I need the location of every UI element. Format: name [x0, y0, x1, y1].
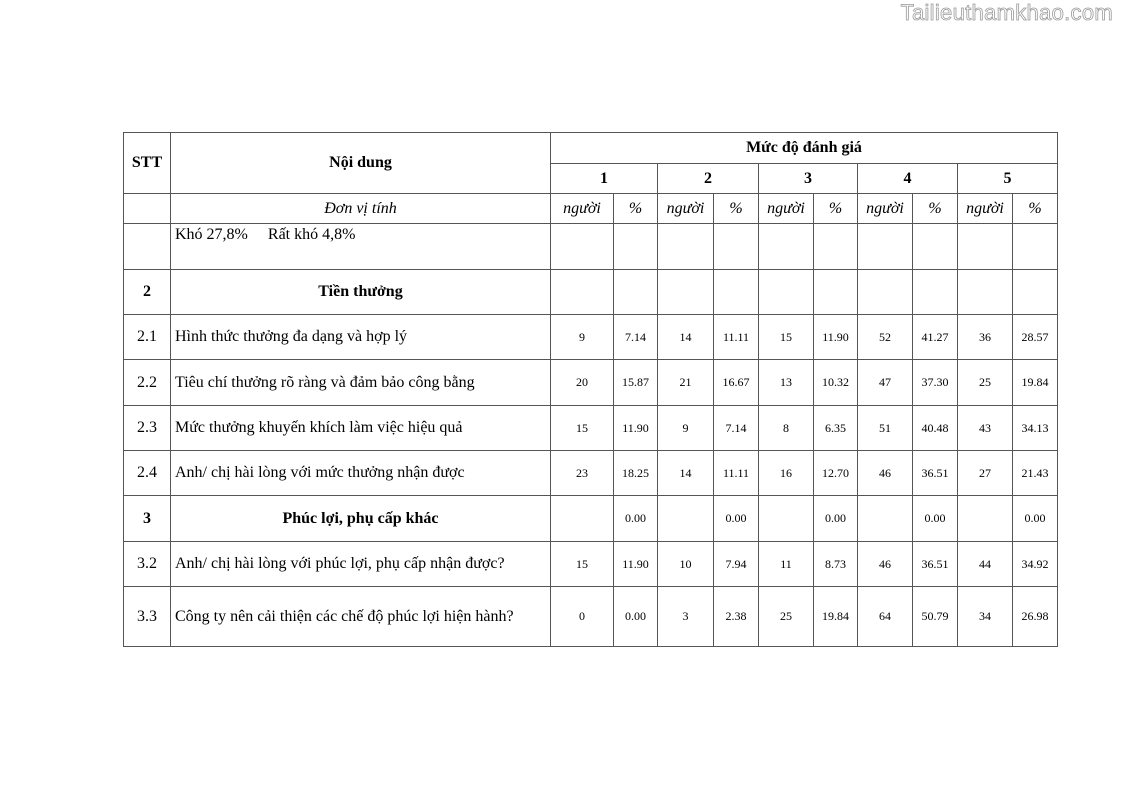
- value-cell: 9: [551, 315, 614, 360]
- table-row: [124, 360, 1058, 406]
- unit-row: [124, 194, 1058, 224]
- row-content: Anh/ chị hài lòng với phúc lợi, phụ cấp nhận được?: [171, 542, 551, 587]
- row-stt: 2.2: [124, 360, 171, 406]
- value-cell: 23: [551, 451, 614, 496]
- unit-percent: %: [1013, 194, 1058, 224]
- value-cell: 21: [658, 360, 714, 406]
- row-content: Hình thức thưởng đa dạng và hợp lý: [171, 315, 551, 360]
- value-cell: 0.00: [1013, 496, 1058, 542]
- continued-row: [124, 224, 1058, 270]
- value-cell: 26.98: [1013, 587, 1058, 647]
- value-cell: 15: [551, 542, 614, 587]
- table-cell: [658, 224, 714, 270]
- value-cell: 25: [958, 360, 1013, 406]
- value-cell: 14: [658, 315, 714, 360]
- continued-stt: [124, 224, 171, 270]
- row-stt: 3.3: [124, 587, 171, 647]
- value-cell: 44: [958, 542, 1013, 587]
- value-cell: 19.84: [1013, 360, 1058, 406]
- value-cell: 7.14: [714, 406, 759, 451]
- row-stt: 2.1: [124, 315, 171, 360]
- level-1-header: 1: [551, 164, 658, 194]
- value-cell: 46: [858, 542, 913, 587]
- header-stt: STT: [124, 133, 171, 194]
- section-stt: 2: [124, 270, 171, 315]
- header-muc-do: Mức độ đánh giá: [551, 133, 1058, 164]
- table-cell: [958, 270, 1013, 315]
- unit-percent: %: [614, 194, 658, 224]
- value-cell: 7.94: [714, 542, 759, 587]
- value-cell: 3: [658, 587, 714, 647]
- value-cell: 34.92: [1013, 542, 1058, 587]
- value-cell: 14: [658, 451, 714, 496]
- table-cell: [614, 270, 658, 315]
- value-cell: 11.90: [814, 315, 858, 360]
- value-cell: [658, 496, 714, 542]
- value-cell: 0.00: [814, 496, 858, 542]
- header-row-1: [124, 133, 1058, 164]
- table-cell: [913, 224, 958, 270]
- value-cell: 34: [958, 587, 1013, 647]
- unit-stt-blank: [124, 194, 171, 224]
- value-cell: 11.90: [614, 406, 658, 451]
- value-cell: 52: [858, 315, 913, 360]
- row-stt: 2.4: [124, 451, 171, 496]
- value-cell: 64: [858, 587, 913, 647]
- value-cell: 15.87: [614, 360, 658, 406]
- value-cell: 21.43: [1013, 451, 1058, 496]
- level-3-header: 3: [759, 164, 858, 194]
- value-cell: 51: [858, 406, 913, 451]
- value-cell: 47: [858, 360, 913, 406]
- section-row-2: [124, 270, 1058, 315]
- level-2-header: 2: [658, 164, 759, 194]
- row-content: Anh/ chị hài lòng với mức thưởng nhận được: [171, 451, 551, 496]
- table-cell: [858, 224, 913, 270]
- value-cell: 0.00: [714, 496, 759, 542]
- value-cell: 20: [551, 360, 614, 406]
- table-cell: [814, 270, 858, 315]
- continued-text-1: Khó 27,8%: [175, 226, 248, 243]
- section-stt: 3: [124, 496, 171, 542]
- value-cell: 43: [958, 406, 1013, 451]
- table-cell: [714, 270, 759, 315]
- table-row: [124, 542, 1058, 587]
- table-cell: [913, 270, 958, 315]
- unit-percent: %: [714, 194, 759, 224]
- survey-table: [123, 132, 1058, 647]
- row-stt: 2.3: [124, 406, 171, 451]
- table-cell: [958, 224, 1013, 270]
- value-cell: 11.11: [714, 451, 759, 496]
- table-cell: [1013, 224, 1058, 270]
- table-row: [124, 451, 1058, 496]
- table-cell: [551, 224, 614, 270]
- value-cell: 6.35: [814, 406, 858, 451]
- table-cell: [714, 224, 759, 270]
- value-cell: 16.67: [714, 360, 759, 406]
- value-cell: 7.14: [614, 315, 658, 360]
- unit-label: Đơn vị tính: [171, 194, 551, 224]
- value-cell: 12.70: [814, 451, 858, 496]
- value-cell: 0.00: [614, 496, 658, 542]
- value-cell: 27: [958, 451, 1013, 496]
- header-noi-dung: Nội dung: [171, 133, 551, 194]
- value-cell: 36: [958, 315, 1013, 360]
- unit-person: người: [759, 194, 814, 224]
- table-cell: [814, 224, 858, 270]
- value-cell: 10: [658, 542, 714, 587]
- value-cell: 15: [759, 315, 814, 360]
- value-cell: 28.57: [1013, 315, 1058, 360]
- value-cell: 41.27: [913, 315, 958, 360]
- value-cell: 11: [759, 542, 814, 587]
- unit-percent: %: [913, 194, 958, 224]
- value-cell: 40.48: [913, 406, 958, 451]
- level-4-header: 4: [858, 164, 958, 194]
- value-cell: 34.13: [1013, 406, 1058, 451]
- table-cell: [614, 224, 658, 270]
- value-cell: 36.51: [913, 451, 958, 496]
- value-cell: [858, 496, 913, 542]
- unit-person: người: [551, 194, 614, 224]
- level-5-header: 5: [958, 164, 1058, 194]
- continued-text-2: Rất khó 4,8%: [267, 226, 356, 243]
- value-cell: 11.90: [614, 542, 658, 587]
- table-cell: [1013, 270, 1058, 315]
- value-cell: 11.11: [714, 315, 759, 360]
- value-cell: 37.30: [913, 360, 958, 406]
- row-content: Tiêu chí thưởng rõ ràng và đảm bảo công bằng: [171, 360, 551, 406]
- value-cell: 0.00: [614, 587, 658, 647]
- value-cell: 15: [551, 406, 614, 451]
- value-cell: 19.84: [814, 587, 858, 647]
- table-cell: [858, 270, 913, 315]
- value-cell: 0.00: [913, 496, 958, 542]
- watermark: Tailieuthamkhao.com: [900, 0, 1113, 25]
- value-cell: 9: [658, 406, 714, 451]
- value-cell: 16: [759, 451, 814, 496]
- row-content: Mức thưởng khuyến khích làm việc hiệu quả: [171, 406, 551, 451]
- unit-person: người: [958, 194, 1013, 224]
- row-stt: 3.2: [124, 542, 171, 587]
- value-cell: 18.25: [614, 451, 658, 496]
- continued-content: [171, 224, 551, 270]
- value-cell: 8: [759, 406, 814, 451]
- section-title: Phúc lợi, phụ cấp khác: [171, 496, 551, 542]
- value-cell: [759, 496, 814, 542]
- value-cell: 2.38: [714, 587, 759, 647]
- value-cell: 50.79: [913, 587, 958, 647]
- value-cell: 13: [759, 360, 814, 406]
- table-row: [124, 315, 1058, 360]
- table-row: [124, 587, 1058, 647]
- unit-person: người: [658, 194, 714, 224]
- value-cell: [958, 496, 1013, 542]
- value-cell: 46: [858, 451, 913, 496]
- table-cell: [759, 224, 814, 270]
- table-cell: [759, 270, 814, 315]
- unit-person: người: [858, 194, 913, 224]
- row-content: Công ty nên cải thiện các chế độ phúc lợi hiện hành?: [171, 587, 551, 647]
- value-cell: 0: [551, 587, 614, 647]
- section-row-3: [124, 496, 1058, 542]
- table-row: [124, 406, 1058, 451]
- table-cell: [551, 270, 614, 315]
- value-cell: 36.51: [913, 542, 958, 587]
- value-cell: 8.73: [814, 542, 858, 587]
- table-cell: [658, 270, 714, 315]
- value-cell: 10.32: [814, 360, 858, 406]
- section-title: Tiền thưởng: [171, 270, 551, 315]
- unit-percent: %: [814, 194, 858, 224]
- value-cell: 25: [759, 587, 814, 647]
- value-cell: [551, 496, 614, 542]
